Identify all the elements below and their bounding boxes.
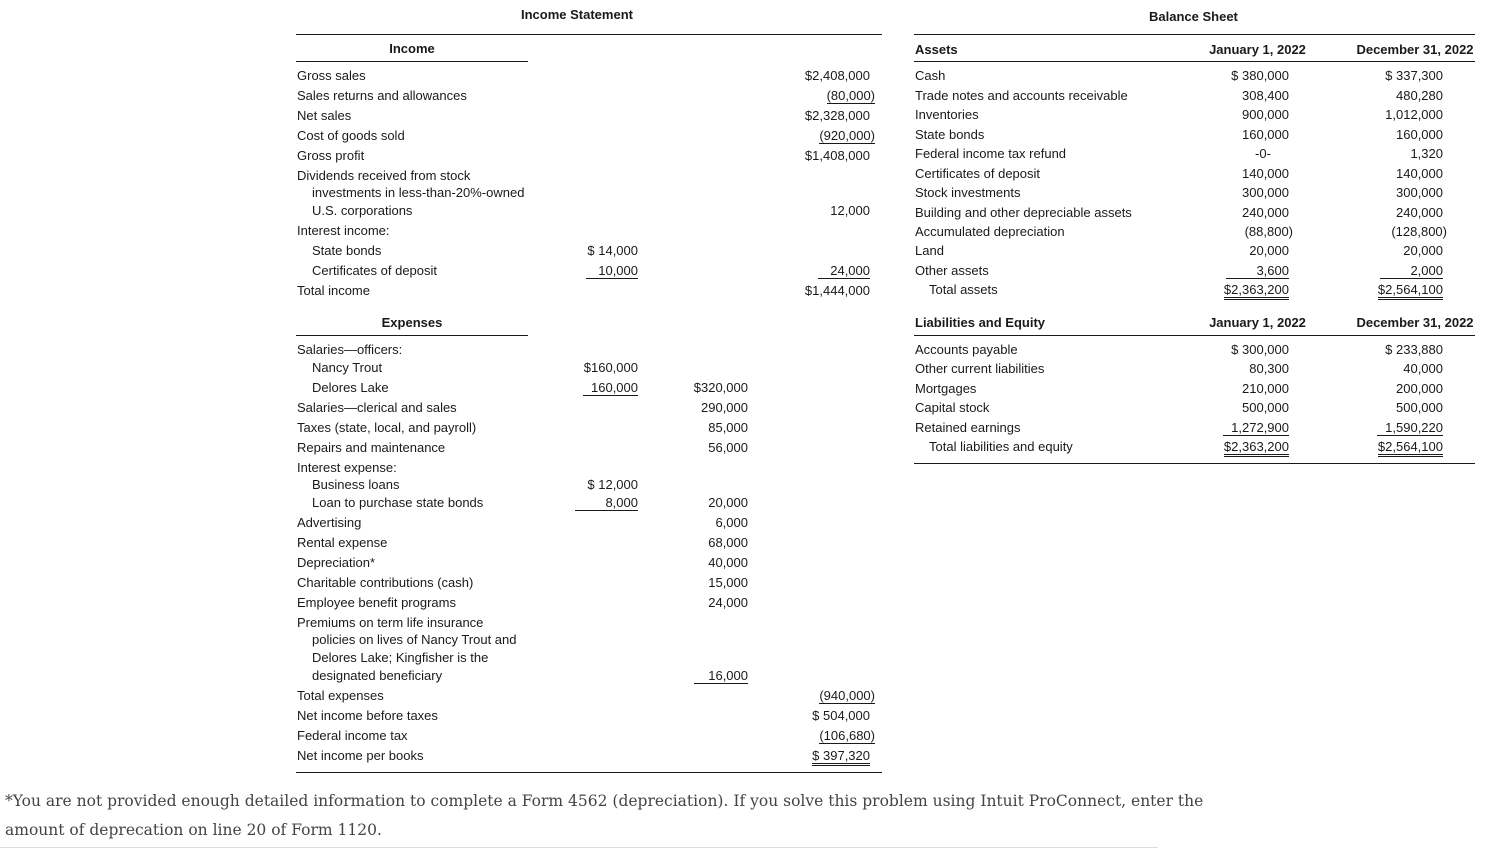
asset-row-label: Accumulated depreciation (915, 224, 1065, 239)
col-jan-header: January 1, 2022 (1209, 42, 1306, 57)
asset-row-label: Building and other depreciable assets (915, 205, 1132, 220)
liab-row-dec: 40,000 (1403, 361, 1443, 376)
income-row-total: $2,328,000 (804, 108, 870, 123)
asset-row-label: Land (915, 243, 944, 258)
expense-row-col2: 15,000 (708, 575, 748, 590)
income-top-rule (296, 34, 882, 35)
expense-row-total: (940,000) (819, 688, 875, 703)
liab-row-label: Mortgages (915, 381, 977, 396)
expense-row-col2: 6,000 (715, 515, 748, 530)
liab-row-label: Accounts payable (915, 342, 1018, 357)
asset-row-jan: $ 380,000 (1231, 68, 1289, 83)
income-row-label: Gross profit (297, 148, 365, 163)
asset-row-jan: 300,000 (1242, 185, 1289, 200)
expense-row-col1: 8,000 (575, 495, 638, 511)
income-row-label: Interest income: (297, 223, 390, 238)
asset-row-label: Stock investments (915, 185, 1021, 200)
asset-row-dec: 20,000 (1403, 243, 1443, 258)
expense-row-col1: $ 12,000 (587, 477, 638, 492)
expense-row-col2: 85,000 (708, 420, 748, 435)
expense-row-label: Loan to purchase state bonds (312, 495, 484, 510)
liab-row-jan: 210,000 (1242, 381, 1289, 396)
liabilities-header: Liabilities and Equity (915, 315, 1046, 330)
income-row-total: $2,408,000 (804, 68, 870, 83)
expense-row-col2: 20,000 (708, 495, 748, 510)
income-row-label: Cost of goods sold (297, 128, 405, 143)
expense-row-total: (106,680) (819, 728, 875, 743)
expense-row-label: Salaries—officers: (297, 342, 403, 357)
liab-row-dec: $2,564,100 (1378, 439, 1443, 457)
asset-row-jan: 308,400 (1242, 88, 1289, 103)
expense-row-col2: 24,000 (708, 595, 748, 610)
expense-row-total: $ 504,000 (812, 708, 870, 723)
asset-row-label: State bonds (915, 127, 985, 142)
expense-row-label: Employee benefit programs (297, 595, 456, 610)
liab-row-dec: 500,000 (1396, 400, 1443, 415)
expense-row-col1: 160,000 (583, 380, 638, 396)
income-row-label: U.S. corporations (312, 203, 413, 218)
expense-row-col2: 40,000 (708, 555, 748, 570)
col-dec-header: December 31, 2022 (1356, 315, 1474, 330)
asset-row-dec: 480,280 (1396, 88, 1443, 103)
expense-row-label: Charitable contributions (cash) (297, 575, 474, 590)
asset-row-jan: -0- (1255, 146, 1271, 161)
asset-row-label: Total assets (929, 282, 998, 297)
liab-row-dec: 1,590,220 (1377, 420, 1443, 436)
expense-row-col2: 56,000 (708, 440, 748, 455)
asset-row-dec: 140,000 (1396, 166, 1443, 181)
liab-row-jan: $ 300,000 (1231, 342, 1289, 357)
col-dec-header: December 31, 2022 (1356, 42, 1474, 57)
income-row-col1: 10,000 (586, 263, 638, 279)
expense-row-label: Depreciation* (297, 555, 376, 570)
asset-row-label: Other assets (915, 263, 989, 278)
expense-row-col2: 68,000 (708, 535, 748, 550)
liab-row-label: Total liabilities and equity (929, 439, 1073, 454)
col-jan-header: January 1, 2022 (1209, 315, 1306, 330)
liab-row-dec: $ 233,880 (1385, 342, 1443, 357)
expense-row-label: Nancy Trout (312, 360, 383, 375)
balance-bottom-rule (914, 463, 1475, 464)
expense-row-label: policies on lives of Nancy Trout and (312, 632, 517, 647)
footnote-line-1: *You are not provided enough detailed information to complete a Form 4562 (depreciation). If you solve this problem using Intuit ProConnect, enter the (5, 792, 1204, 810)
asset-row-dec: 1,012,000 (1385, 107, 1443, 122)
asset-row-jan: $2,363,200 (1224, 282, 1289, 300)
asset-row-label: Cash (915, 68, 946, 83)
income-row-total: $1,444,000 (804, 283, 870, 298)
expense-row-label: Advertising (297, 515, 362, 530)
expense-row-label: Repairs and maintenance (297, 440, 446, 455)
asset-row-dec: 1,320 (1410, 146, 1443, 161)
expense-row-label: Rental expense (297, 535, 388, 550)
asset-row-jan: 160,000 (1242, 127, 1289, 142)
income-statement-title: Income Statement (521, 7, 633, 22)
expense-row-col2: 290,000 (701, 400, 748, 415)
expense-row-label: Net income before taxes (297, 708, 438, 723)
income-header-rule (296, 61, 528, 62)
income-header: Income (389, 41, 435, 56)
income-row-label: Total income (297, 283, 370, 298)
expenses-header-rule (296, 335, 528, 336)
expense-row-col1: $160,000 (583, 360, 638, 375)
liab-row-jan: 1,272,900 (1223, 420, 1289, 436)
expense-row-label: designated beneficiary (312, 668, 443, 683)
income-row-label: Certificates of deposit (312, 263, 438, 278)
asset-row-jan: 20,000 (1249, 243, 1289, 258)
liab-row-label: Other current liabilities (915, 361, 1045, 376)
income-row-total: 12,000 (830, 203, 870, 218)
asset-row-dec: 2,000 (1380, 263, 1443, 279)
liab-row-jan: 80,300 (1249, 361, 1289, 376)
liab-row-label: Capital stock (915, 400, 990, 415)
asset-row-jan: 140,000 (1242, 166, 1289, 181)
balance-sheet-title: Balance Sheet (1149, 9, 1238, 24)
footnote-line-2: amount of deprecation on line 20 of Form 1120. (5, 821, 382, 839)
footnote-divider (0, 847, 1158, 848)
assets-header: Assets (915, 42, 958, 57)
asset-row-dec: $ 337,300 (1385, 68, 1443, 83)
asset-row-jan: 900,000 (1242, 107, 1289, 122)
expense-row-total: $ 397,320 (812, 748, 870, 766)
liabilities-header-rule (914, 335, 1475, 336)
asset-row-dec: $2,564,100 (1378, 282, 1443, 300)
assets-header-rule (914, 61, 1475, 62)
balance-top-rule (914, 34, 1475, 35)
asset-row-dec: 240,000 (1396, 205, 1443, 220)
income-row-label: Gross sales (297, 68, 366, 83)
expense-row-col2: $320,000 (693, 380, 748, 395)
expense-row-label: Total expenses (297, 688, 384, 703)
asset-row-dec: (128,800) (1391, 224, 1447, 239)
asset-row-label: Certificates of deposit (915, 166, 1041, 181)
expense-row-label: Business loans (312, 477, 400, 492)
liab-row-dec: 200,000 (1396, 381, 1443, 396)
expense-row-label: Delores Lake (312, 380, 389, 395)
asset-row-label: Trade notes and accounts receivable (915, 88, 1128, 103)
expense-row-label: Federal income tax (297, 728, 408, 743)
income-row-label: Dividends received from stock (297, 168, 471, 183)
liab-row-jan: $2,363,200 (1224, 439, 1289, 457)
income-row-total: (80,000) (826, 88, 875, 103)
income-row-total: (920,000) (819, 128, 875, 143)
income-row-label: Sales returns and allowances (297, 88, 467, 103)
expense-row-label: Net income per books (297, 748, 424, 763)
income-row-label: investments in less-than-20%-owned (312, 185, 525, 200)
income-row-total: $1,408,000 (804, 148, 870, 163)
expense-row-label: Delores Lake; Kingfisher is the (312, 650, 489, 665)
income-row-label: Net sales (297, 108, 352, 123)
liab-row-jan: 500,000 (1242, 400, 1289, 415)
income-row-label: State bonds (312, 243, 382, 258)
asset-row-dec: 160,000 (1396, 127, 1443, 142)
liab-row-label: Retained earnings (915, 420, 1021, 435)
asset-row-jan: (88,800) (1244, 224, 1293, 239)
expenses-header: Expenses (381, 315, 443, 330)
asset-row-jan: 240,000 (1242, 205, 1289, 220)
asset-row-label: Federal income tax refund (915, 146, 1067, 161)
expense-row-label: Interest expense: (297, 460, 397, 475)
income-row-col1: $ 14,000 (587, 243, 638, 258)
expense-row-label: Salaries—clerical and sales (297, 400, 457, 415)
asset-row-jan: 3,600 (1226, 263, 1289, 279)
asset-row-label: Inventories (915, 107, 979, 122)
asset-row-dec: 300,000 (1396, 185, 1443, 200)
expense-row-label: Taxes (state, local, and payroll) (297, 420, 477, 435)
income-row-total: 24,000 (818, 263, 870, 279)
expense-row-label: Premiums on term life insurance (297, 615, 484, 630)
income-bottom-rule (296, 772, 882, 773)
expense-row-col2: 16,000 (694, 668, 748, 684)
